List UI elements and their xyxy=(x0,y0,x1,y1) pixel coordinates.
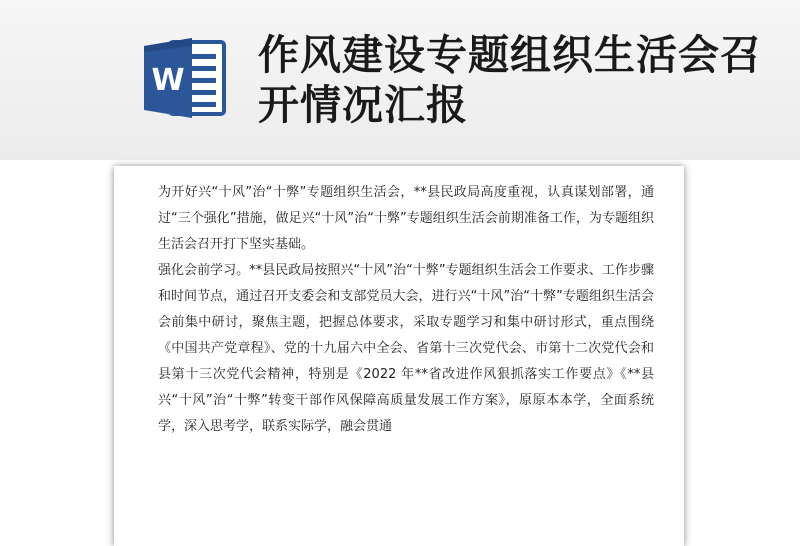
document-body xyxy=(158,180,654,440)
header xyxy=(0,0,800,160)
paragraph-study: 强化会前学习。**县民政局按照兴“十风”治“十弊”专题组织生活会工作要求、工作步骤和时间节点，通过召开支委会和支部党员大会，进行兴“十风”治“十弊”专题组织生活会会前集中研讨，聚焦主题，把握总体要求，采取专题学习和集中研讨形式，重点围绕《中国共产党章程》、党的十九届六中全会、省第十三次党代会、市第十二次党代会和县第十三次党代会精神，特别是《2022 年**省改进作风狠抓落实工作要点》《**县兴“十风”治“十弊”转变干部作风保障高质量发展工作方案》，原原本本学，全面系统学，深入思考学，联系实际学，融会贯通 xyxy=(158,263,654,434)
paragraph-intro: 为开好兴“十风”治“十弊”专题组织生活会，**县民政局高度重视，认真谋划部署，通过“三个强化”措施，做足兴“十风”治“十弊”专题组织生活会前期准备工作，为专题组织生活会召开打下坚实基础。 xyxy=(158,185,654,252)
word-document-icon xyxy=(140,36,228,120)
page-title: 作风建设专题组织生活会召开情况汇报 xyxy=(258,31,762,129)
word-icon-letter: W xyxy=(151,63,185,98)
